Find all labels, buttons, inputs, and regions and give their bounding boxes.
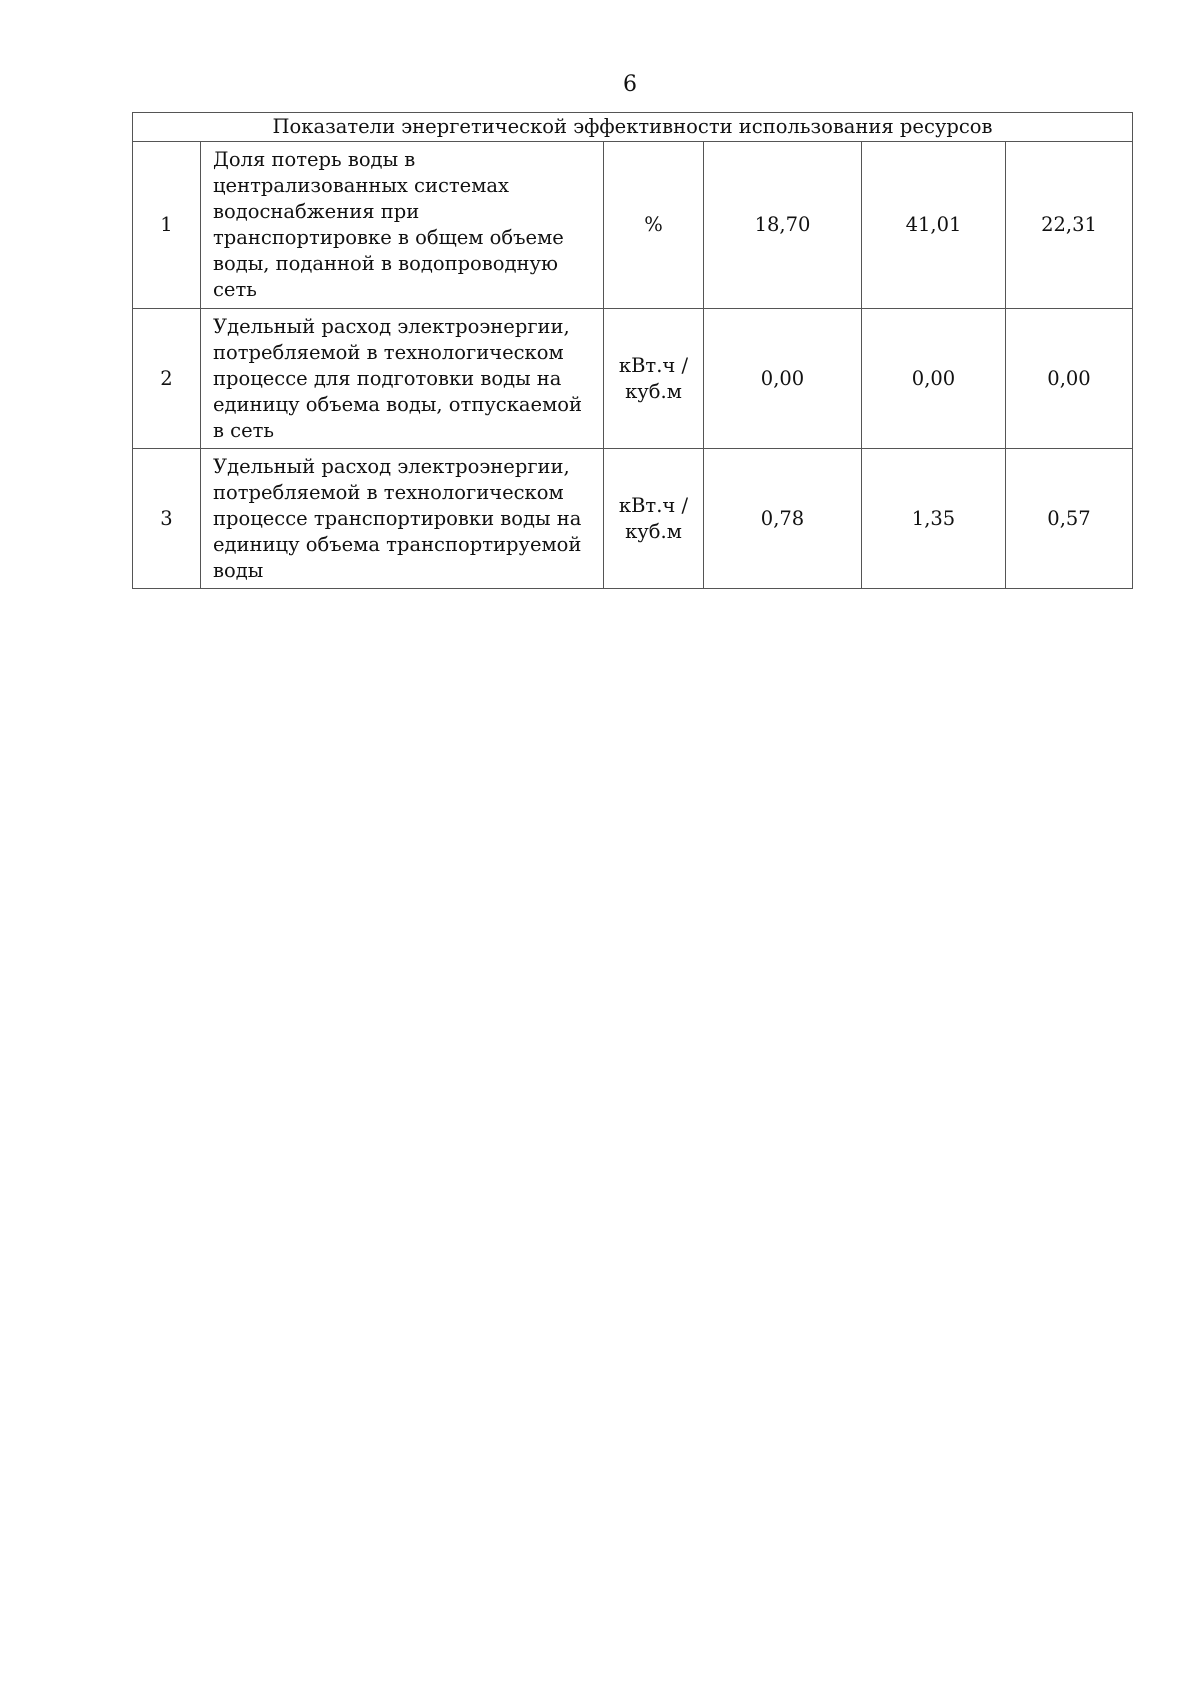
energy-efficiency-table — [132, 112, 1133, 589]
row-value-1: 0,78 — [704, 449, 862, 589]
row-number: 3 — [133, 449, 201, 589]
row-value-3: 0,00 — [1006, 309, 1133, 449]
table-row — [133, 309, 1133, 449]
row-value-1: 18,70 — [704, 142, 862, 309]
table-section-header-row — [133, 113, 1133, 142]
table-row — [133, 142, 1133, 309]
row-description: Удельный расход электроэнергии, потребляемой в технологическом процессе для подготовки воды на единицу объема воды, отпускаемой в сеть — [201, 309, 604, 449]
row-unit: % — [604, 142, 704, 309]
row-unit: кВт.ч / куб.м — [604, 449, 704, 589]
row-value-2: 1,35 — [862, 449, 1006, 589]
row-number: 1 — [133, 142, 201, 309]
row-value-2: 41,01 — [862, 142, 1006, 309]
row-description: Доля потерь воды в централизованных системах водоснабжения при транспортировке в общем объеме воды, поданной в водопроводную сеть — [201, 142, 604, 309]
row-number: 2 — [133, 309, 201, 449]
row-value-3: 22,31 — [1006, 142, 1133, 309]
table-row — [133, 449, 1133, 589]
row-description: Удельный расход электроэнергии, потребляемой в технологическом процессе транспортировки воды на единицу объема транспортируемой воды — [201, 449, 604, 589]
row-value-3: 0,57 — [1006, 449, 1133, 589]
page-number: 6 — [623, 72, 637, 97]
row-value-2: 0,00 — [862, 309, 1006, 449]
row-value-1: 0,00 — [704, 309, 862, 449]
section-title: Показатели энергетической эффективности использования ресурсов — [133, 113, 1133, 142]
row-unit: кВт.ч / куб.м — [604, 309, 704, 449]
